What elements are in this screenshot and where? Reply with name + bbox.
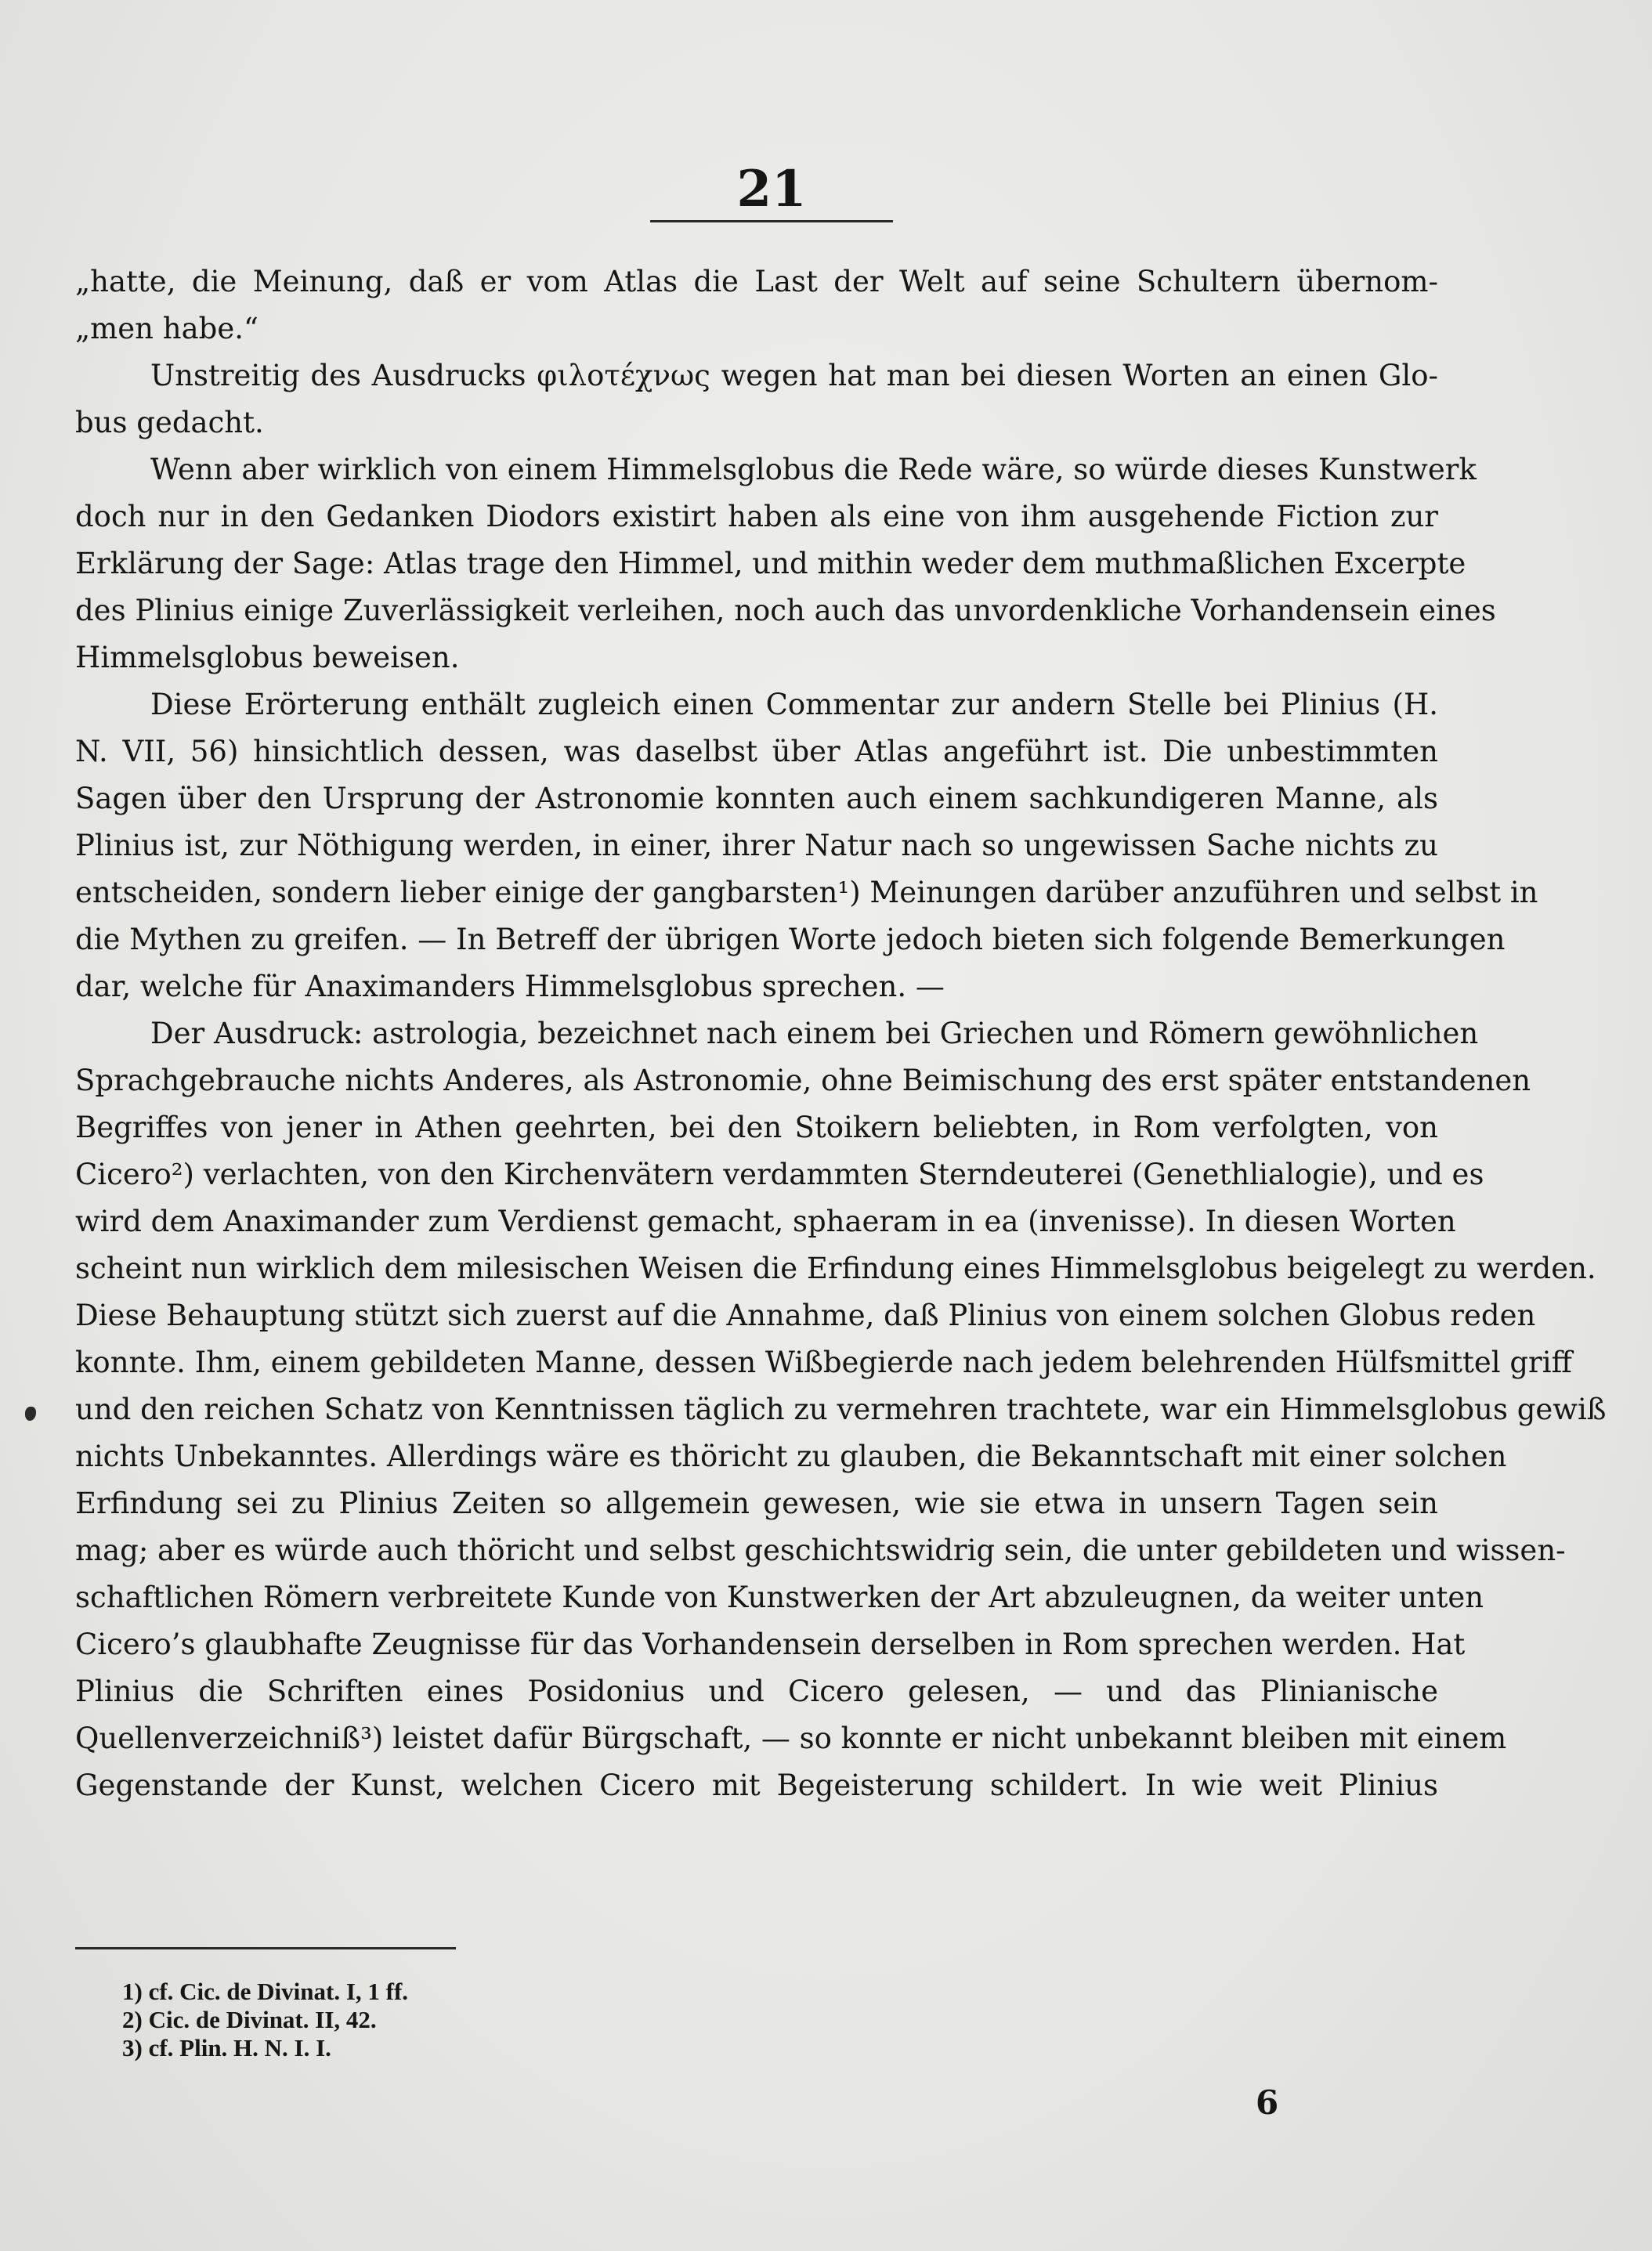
text-line: Unstreitig des Ausdrucks φιλοτέχνως wegen hat man bei diesen Worten an einen Glo-	[150, 359, 1438, 392]
ink-speck	[25, 1407, 36, 1421]
text-line: und den reichen Schatz von Kenntnissen täglich zu vermehren trachtete, war ein Himmelsglobus gewiß	[75, 1393, 1607, 1426]
footnote: 1) cf. Cic. de Divinat. I, 1 ff.	[122, 1978, 409, 2005]
text-line: Erfindung sei zu Plinius Zeiten so allgemein gewesen, wie sie etwa in unsern Tagen sein	[75, 1487, 1438, 1520]
text-line: N. VII, 56) hinsichtlich dessen, was daselbst über Atlas angeführt ist. Die unbestimmten	[75, 735, 1438, 768]
signature-mark: 6	[1256, 2083, 1279, 2122]
text-line: Cicero²) verlachten, von den Kirchenvätern verdammten Sterndeuterei (Genethlialogie), und es	[75, 1158, 1484, 1191]
text-line: Wenn aber wirklich von einem Himmelsglobus die Rede wäre, so würde dieses Kunstwerk	[150, 453, 1477, 486]
footnotes	[122, 1978, 1140, 2062]
text-line: Diese Erörterung enthält zugleich einen Commentar zur andern Stelle bei Plinius (H.	[150, 688, 1438, 721]
text-line: „hatte, die Meinung, daß er vom Atlas die Last der Welt auf seine Schultern übernom-	[75, 265, 1438, 298]
text-line: Plinius die Schriften eines Posidonius und Cicero gelesen, — und das Plinianische	[75, 1675, 1438, 1708]
text-line: wird dem Anaximander zum Verdienst gemacht, sphaeram in ea (invenisse). In diesen Worten	[75, 1205, 1456, 1238]
text-line: „men habe.“	[75, 312, 258, 345]
text-line: Begriffes von jener in Athen geehrten, bei den Stoikern beliebten, in Rom verfolgten, von	[75, 1111, 1438, 1144]
text-line: Cicero’s glaubhafte Zeugnisse für das Vorhandensein derselben in Rom sprechen werden. Hat	[75, 1628, 1466, 1661]
footnote: 2) Cic. de Divinat. II, 42.	[122, 2006, 377, 2033]
text-line: schaftlichen Römern verbreitete Kunde von Kunstwerken der Art abzuleugnen, da weiter unten	[75, 1581, 1484, 1614]
text-line: nichts Unbekanntes. Allerdings wäre es thöricht zu glauben, die Bekanntschaft mit einer solchen	[75, 1440, 1507, 1473]
text-line: Sprachgebrauche nichts Anderes, als Astronomie, ohne Beimischung des erst später entstandenen	[75, 1064, 1531, 1097]
text-line: entscheiden, sondern lieber einige der gangbarsten¹) Meinungen darüber anzuführen und selbst in	[75, 876, 1538, 909]
text-line: Plinius ist, zur Nöthigung werden, in einer, ihrer Natur nach so ungewissen Sache nichts zu	[75, 829, 1438, 862]
text-line: die Mythen zu greifen. — In Betreff der übrigen Worte jedoch bieten sich folgende Bemerkungen	[75, 923, 1506, 956]
text-line: Sagen über den Ursprung der Astronomie konnten auch einem sachkundigeren Manne, als	[75, 782, 1438, 815]
text-line: des Plinius einige Zuverlässigkeit verleihen, noch auch das unvordenkliche Vorhandensein eines	[75, 594, 1496, 627]
footnote: 3) cf. Plin. H. N. I. I.	[122, 2034, 331, 2061]
text-line: Gegenstande der Kunst, welchen Cicero mit Begeisterung schildert. In wie weit Plinius	[75, 1769, 1438, 1802]
text-line: Diese Behauptung stützt sich zuerst auf die Annahme, daß Plinius von einem solchen Globus reden	[75, 1299, 1536, 1332]
text-line: doch nur in den Gedanken Diodors existirt haben als eine von ihm ausgehende Fiction zur	[75, 500, 1438, 533]
text-line: scheint nun wirklich dem milesischen Weisen die Erfindung eines Himmelsglobus beigelegt zu werden.	[75, 1252, 1596, 1285]
text-line: Quellenverzeichniß³) leistet dafür Bürgschaft, — so konnte er nicht unbekannt bleiben mit einem	[75, 1722, 1507, 1755]
body-text	[75, 258, 1607, 1809]
text-line: bus gedacht.	[75, 406, 264, 439]
text-line: Himmelsglobus beweisen.	[75, 641, 460, 674]
header-rule	[650, 220, 893, 222]
page-number: 21	[736, 160, 807, 219]
text-line: mag; aber es würde auch thöricht und selbst geschichtswidrig sein, die unter gebildeten und wissen-	[75, 1534, 1566, 1567]
text-line: Erklärung der Sage: Atlas trage den Himmel, und mithin weder dem muthmaßlichen Excerpte	[75, 547, 1466, 580]
text-line: dar, welche für Anaximanders Himmelsglobus sprechen. —	[75, 970, 945, 1003]
text-line: Der Ausdruck: astrologia, bezeichnet nach einem bei Griechen und Römern gewöhnlichen	[150, 1017, 1479, 1050]
text-line: konnte. Ihm, einem gebildeten Manne, dessen Wißbegierde nach jedem belehrenden Hülfsmittel griff	[75, 1346, 1572, 1379]
footnote-rule	[75, 1947, 456, 1949]
